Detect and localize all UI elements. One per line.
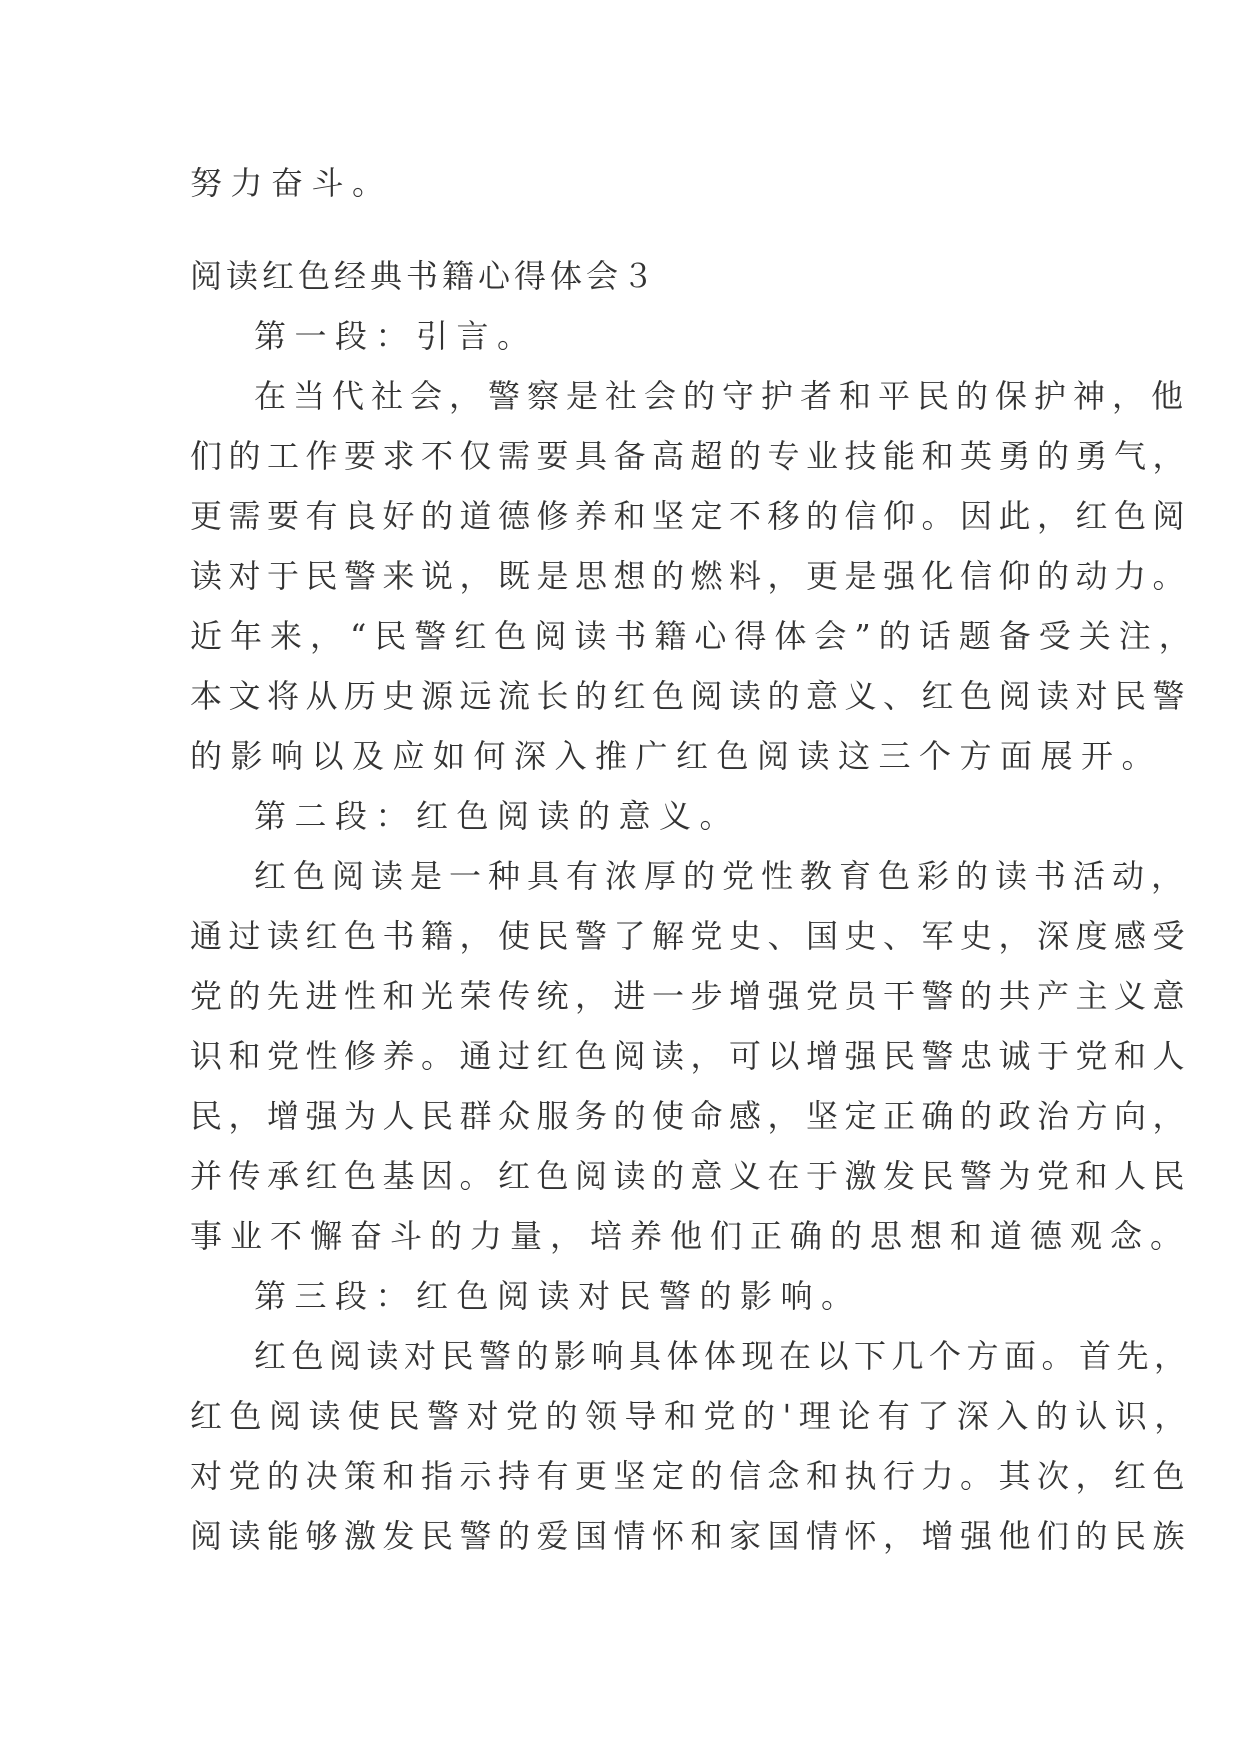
heading-meaning: 第二段：红色阅读的意义。 [254,797,741,835]
paragraph-line: 事业不懈奋斗的力量，培养他们正确的思想和道德观念。 [190,1217,1191,1255]
paragraph-line: 红色阅读是一种具有浓厚的党性教育色彩的读书活动， [254,857,1191,895]
paragraph-line: 通过读红色书籍，使民警了解党史、国史、军史，深度感受 [190,917,1192,955]
paragraph-line: 的影响以及应如何深入推广红色阅读这三个方面展开。 [190,737,1163,775]
paragraph-line: 红色阅读使民警对党的领导和党的'理论有了深入的认识， [190,1397,1194,1435]
paragraph-line: 对党的决策和指示持有更坚定的信念和执行力。其次，红色 [190,1457,1192,1495]
paragraph-line: 民，增强为人民群众服务的使命感，坚定正确的政治方向， [190,1097,1192,1135]
paragraph-line: 近年来，“民警红色阅读书籍心得体会”的话题备受关注， [190,617,1199,655]
paragraph-line: 阅读能够激发民警的爱国情怀和家国情怀，增强他们的民族 [190,1517,1192,1555]
paragraph-line: 读对于民警来说，既是思想的燃料，更是强化信仰的动力。 [190,557,1192,595]
paragraph-line: 本文将从历史源远流长的红色阅读的意义、红色阅读对民警 [190,677,1192,715]
heading-intro: 第一段：引言。 [254,317,538,355]
paragraph-line: 党的先进性和光荣传统，进一步增强党员干警的共产主义意 [190,977,1192,1015]
paragraph-line: 红色阅读对民警的影响具体体现在以下几个方面。首先， [254,1337,1192,1375]
paragraph-line: 在当代社会，警察是社会的守护者和平民的保护神，他 [254,377,1191,415]
heading-impact: 第三段：红色阅读对民警的影响。 [254,1277,862,1315]
paragraph-line: 识和党性修养。通过红色阅读，可以增强民警忠诚于党和人 [190,1037,1192,1075]
paragraph-line: 并传承红色基因。红色阅读的意义在于激发民警为党和人民 [190,1157,1192,1195]
carryover-text: 努力奋斗。 [190,164,393,202]
section-title: 阅读红色经典书籍心得体会３ [190,257,659,295]
paragraph-line: 更需要有良好的道德修养和坚定不移的信仰。因此，红色阅 [190,497,1192,535]
paragraph-line: 们的工作要求不仅需要具备高超的专业技能和英勇的勇气， [190,437,1192,475]
